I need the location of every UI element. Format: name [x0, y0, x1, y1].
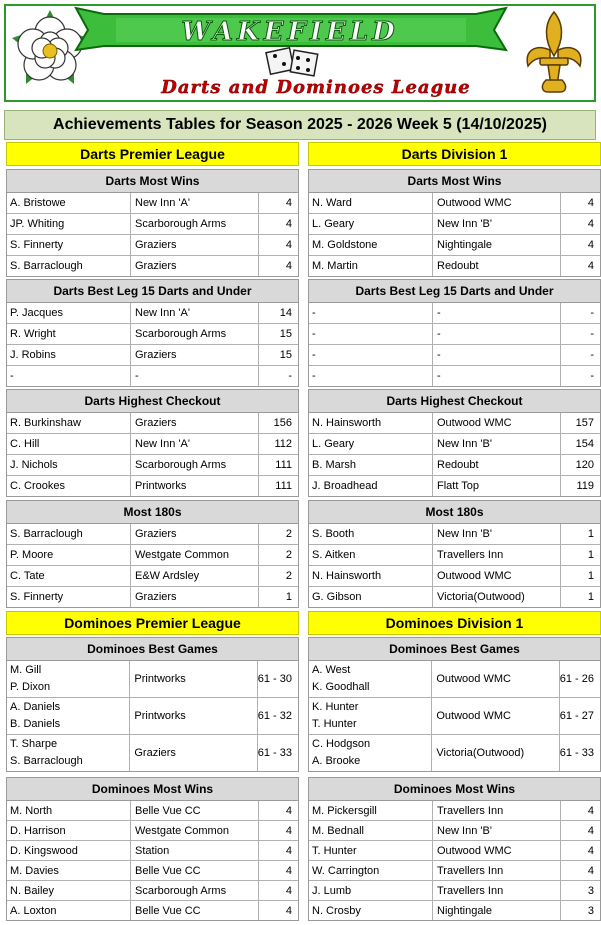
team-name: New Inn 'A' — [131, 434, 259, 454]
stat-value: 4 — [285, 844, 292, 857]
table-row — [7, 345, 298, 366]
pair-names — [309, 698, 432, 734]
stat-value: 112 — [274, 438, 292, 450]
table-title: Dominoes Most Wins — [309, 778, 600, 801]
table-row — [7, 545, 298, 566]
player-name: L. Geary — [309, 214, 433, 234]
player-name: M. Goldstone — [309, 235, 433, 255]
player-name: P. Jacques — [7, 303, 131, 323]
table-title: Dominoes Best Games — [309, 638, 600, 661]
player-name: - — [309, 345, 433, 365]
banner-graphic — [6, 6, 594, 100]
player-name: N. Crosby — [309, 901, 433, 920]
table-row — [309, 587, 600, 607]
player-name: M. Gill — [10, 664, 42, 676]
team-name: Redoubt — [433, 256, 561, 276]
player-name: L. Geary — [309, 434, 433, 454]
table-title: Darts Most Wins — [309, 170, 600, 193]
table-row — [309, 801, 600, 821]
left-most-180s-table — [6, 500, 299, 608]
player-name: C. Hodgson — [312, 738, 371, 750]
team-name: - — [433, 366, 561, 386]
stat-value: 154 — [575, 438, 594, 450]
table-row — [309, 256, 600, 276]
team-name: Graziers — [130, 735, 257, 771]
table-row — [309, 881, 600, 901]
stat-value: 15 — [279, 349, 292, 361]
player-name: C. Hill — [7, 434, 131, 454]
stat-value: 111 — [275, 459, 292, 471]
player-name: M. Davies — [7, 861, 131, 880]
table-title: Darts Best Leg 15 Darts and Under — [7, 280, 298, 303]
stat-value: 4 — [587, 824, 594, 837]
player-name: M. Martin — [309, 256, 433, 276]
table-row — [309, 566, 600, 587]
stat-value: 4 — [587, 804, 594, 817]
stat-value: - — [288, 370, 292, 382]
player-name: A. West — [312, 664, 351, 676]
right-darts-highest-checkout-table — [308, 389, 601, 497]
table-row — [309, 214, 600, 235]
left-darts-highest-checkout-table — [6, 389, 299, 497]
team-name: Victoria(Outwood) — [433, 587, 561, 607]
player-name: K. Goodhall — [312, 681, 370, 693]
table-row — [309, 901, 600, 920]
stat-value: 2 — [285, 528, 292, 540]
banner-league-text: Darts and Dominoes League — [161, 77, 471, 98]
team-name: Graziers — [131, 524, 259, 544]
table-row — [7, 366, 298, 386]
stat-value: 4 — [285, 824, 292, 837]
score: 61 - 32 — [257, 710, 292, 722]
dominoes-premier-heading: Dominoes Premier League — [6, 611, 299, 635]
table-row — [309, 324, 600, 345]
team-name: Graziers — [131, 345, 259, 365]
stat-value: 4 — [285, 239, 292, 251]
table-row — [7, 661, 298, 698]
table-row — [7, 901, 298, 920]
team-name: Westgate Common — [131, 821, 259, 840]
pair-names — [7, 735, 130, 771]
left-darts-most-wins-table — [6, 169, 299, 277]
dice-icon — [266, 48, 318, 76]
table-row — [7, 324, 298, 345]
pair-names — [309, 735, 432, 771]
left-darts-best-leg-table — [6, 279, 299, 387]
stat-value: 1 — [285, 591, 292, 603]
table-row — [309, 366, 600, 386]
team-name: Westgate Common — [131, 545, 259, 565]
stat-value: 4 — [285, 197, 292, 209]
player-name: N. Hainsworth — [309, 566, 433, 586]
player-name: B. Daniels — [10, 718, 61, 730]
player-name: B. Marsh — [309, 455, 433, 475]
table-row — [309, 476, 600, 496]
team-name: Flatt Top — [433, 476, 561, 496]
player-name: A. Loxton — [7, 901, 131, 920]
stat-value: 1 — [587, 549, 594, 561]
team-name: Travellers Inn — [433, 861, 561, 880]
score: 61 - 27 — [559, 710, 594, 722]
player-name: S. Barraclough — [7, 256, 131, 276]
dominoes-division-1-heading: Dominoes Division 1 — [308, 611, 601, 635]
table-row — [7, 821, 298, 841]
team-name: Victoria(Outwood) — [432, 735, 559, 771]
table-title: Darts Most Wins — [7, 170, 298, 193]
player-name: A. Daniels — [10, 701, 61, 713]
table-row — [309, 455, 600, 476]
table-row — [7, 801, 298, 821]
stat-value: 156 — [273, 417, 292, 429]
stat-value: 3 — [587, 884, 594, 897]
table-row — [7, 214, 298, 235]
player-name: N. Ward — [309, 193, 433, 213]
team-name: Graziers — [131, 413, 259, 433]
stat-value: 15 — [279, 328, 292, 340]
table-row — [7, 455, 298, 476]
pair-names — [7, 698, 130, 734]
player-name: S. Barraclough — [10, 755, 83, 767]
page-title: Achievements Tables for Season 2025 - 2026 Week 5 (14/10/2025) — [4, 110, 596, 140]
player-name: M. Bednall — [309, 821, 433, 840]
stat-value: 4 — [587, 260, 594, 272]
player-name: P. Moore — [7, 545, 131, 565]
right-darts-best-leg-table — [308, 279, 601, 387]
team-name: Nightingale — [433, 901, 561, 920]
table-title: Darts Best Leg 15 Darts and Under — [309, 280, 600, 303]
player-name: J. Robins — [7, 345, 131, 365]
player-name: A. Brooke — [312, 755, 361, 767]
stat-value: 4 — [285, 218, 292, 230]
table-row — [7, 861, 298, 881]
player-name: S. Barraclough — [7, 524, 131, 544]
team-name: - — [433, 324, 561, 344]
player-name: - — [309, 366, 433, 386]
team-name: New Inn 'B' — [433, 821, 561, 840]
yorkshire-rose-icon — [12, 10, 88, 84]
team-name: Outwood WMC — [432, 661, 559, 697]
right-most-180s-table — [308, 500, 601, 608]
team-name: Outwood WMC — [433, 413, 561, 433]
team-name: New Inn 'A' — [131, 193, 259, 213]
stat-value: 4 — [285, 260, 292, 272]
table-title: Most 180s — [309, 501, 600, 524]
pair-names — [309, 661, 432, 697]
player-name: T. Hunter — [312, 718, 357, 730]
player-name: S. Aitken — [309, 545, 433, 565]
table-row — [309, 413, 600, 434]
table-row — [309, 345, 600, 366]
stat-value: 3 — [587, 904, 594, 917]
team-name: Graziers — [131, 256, 259, 276]
team-name: Nightingale — [433, 235, 561, 255]
team-name: Belle Vue CC — [131, 801, 259, 820]
stat-value: 120 — [575, 459, 594, 471]
player-name: N. Hainsworth — [309, 413, 433, 433]
player-name: R. Burkinshaw — [7, 413, 131, 433]
stat-value: 4 — [587, 197, 594, 209]
player-name: C. Crookes — [7, 476, 131, 496]
team-name: Travellers Inn — [433, 801, 561, 820]
table-row — [7, 587, 298, 607]
team-name: - — [433, 345, 561, 365]
stat-value: 4 — [285, 804, 292, 817]
stat-value: 4 — [587, 864, 594, 877]
player-name: - — [7, 366, 131, 386]
stat-value: 157 — [575, 417, 594, 429]
player-name: C. Tate — [7, 566, 131, 586]
team-name: Redoubt — [433, 455, 561, 475]
team-name: Outwood WMC — [433, 566, 561, 586]
table-row — [309, 434, 600, 455]
team-name: Scarborough Arms — [131, 324, 259, 344]
player-name: S. Finnerty — [7, 235, 131, 255]
darts-premier-heading: Darts Premier League — [6, 142, 299, 166]
player-name: K. Hunter — [312, 701, 359, 713]
team-name: Scarborough Arms — [131, 881, 259, 900]
player-name: G. Gibson — [309, 587, 433, 607]
table-title: Darts Highest Checkout — [7, 390, 298, 413]
player-name: N. Bailey — [7, 881, 131, 900]
team-name: Scarborough Arms — [131, 455, 259, 475]
stat-value: 111 — [275, 480, 292, 492]
table-row — [7, 434, 298, 455]
player-name: A. Bristowe — [7, 193, 131, 213]
team-name: Travellers Inn — [433, 545, 561, 565]
team-name: Printworks — [131, 476, 259, 496]
stat-value: 4 — [587, 218, 594, 230]
player-name: D. Kingswood — [7, 841, 131, 860]
right-dominoes-best-games-table — [308, 637, 601, 772]
score: 61 - 26 — [559, 673, 594, 685]
table-row — [7, 476, 298, 496]
stat-value: 14 — [279, 307, 292, 319]
table-row — [7, 303, 298, 324]
player-name: M. North — [7, 801, 131, 820]
table-row — [7, 193, 298, 214]
banner-town-text: WAKEFIELD — [181, 17, 399, 47]
team-name: Outwood WMC — [433, 193, 561, 213]
team-name: New Inn 'B' — [433, 434, 561, 454]
score: 61 - 33 — [559, 747, 594, 759]
team-name: Station — [131, 841, 259, 860]
player-name: R. Wright — [7, 324, 131, 344]
score: 61 - 30 — [257, 673, 292, 685]
table-row — [7, 235, 298, 256]
table-title: Dominoes Best Games — [7, 638, 298, 661]
team-name: Outwood WMC — [433, 841, 561, 860]
table-row — [309, 524, 600, 545]
table-row — [309, 861, 600, 881]
team-name: Belle Vue CC — [131, 901, 259, 920]
player-name: S. Finnerty — [7, 587, 131, 607]
team-name: New Inn 'B' — [433, 214, 561, 234]
table-row — [309, 735, 600, 771]
table-title: Most 180s — [7, 501, 298, 524]
player-name: P. Dixon — [10, 681, 51, 693]
team-name: Belle Vue CC — [131, 861, 259, 880]
team-name: Printworks — [130, 698, 257, 734]
table-row — [309, 545, 600, 566]
team-name: Scarborough Arms — [131, 214, 259, 234]
table-row — [7, 524, 298, 545]
table-row — [309, 235, 600, 256]
player-name: JP. Whiting — [7, 214, 131, 234]
table-row — [7, 256, 298, 276]
pair-names — [7, 661, 130, 697]
stat-value: - — [590, 328, 594, 340]
stat-value: 1 — [587, 528, 594, 540]
stat-value: 4 — [587, 239, 594, 251]
table-row — [309, 841, 600, 861]
team-name: New Inn 'B' — [433, 524, 561, 544]
team-name: Graziers — [131, 235, 259, 255]
stat-value: 119 — [576, 480, 594, 492]
table-row — [309, 821, 600, 841]
stat-value: 2 — [285, 570, 292, 582]
stat-value: 1 — [587, 591, 594, 603]
table-row — [309, 193, 600, 214]
stat-value: 4 — [285, 884, 292, 897]
team-name: Printworks — [130, 661, 257, 697]
player-name: J. Broadhead — [309, 476, 433, 496]
team-name: Outwood WMC — [432, 698, 559, 734]
table-title: Darts Highest Checkout — [309, 390, 600, 413]
team-name: - — [131, 366, 259, 386]
player-name: T. Hunter — [309, 841, 433, 860]
score: 61 - 33 — [257, 747, 292, 759]
table-title: Dominoes Most Wins — [7, 778, 298, 801]
table-row — [7, 881, 298, 901]
team-name: Graziers — [131, 587, 259, 607]
stat-value: 1 — [587, 570, 594, 582]
stat-value: 4 — [285, 864, 292, 877]
player-name: W. Carrington — [309, 861, 433, 880]
table-row — [7, 413, 298, 434]
team-name: - — [433, 303, 561, 323]
stat-value: - — [590, 370, 594, 382]
table-row — [309, 303, 600, 324]
stat-value: 4 — [285, 904, 292, 917]
stat-value: - — [590, 307, 594, 319]
left-dominoes-most-wins-table — [6, 777, 299, 921]
player-name: D. Harrison — [7, 821, 131, 840]
team-name: Travellers Inn — [433, 881, 561, 900]
table-row — [7, 566, 298, 587]
player-name: T. Sharpe — [10, 738, 58, 750]
league-banner — [4, 4, 596, 102]
table-row — [7, 698, 298, 735]
table-row — [7, 735, 298, 771]
player-name: J. Nichols — [7, 455, 131, 475]
table-row — [7, 841, 298, 861]
team-name: New Inn 'A' — [131, 303, 259, 323]
left-dominoes-best-games-table — [6, 637, 299, 772]
player-name: - — [309, 324, 433, 344]
stat-value: 2 — [285, 549, 292, 561]
player-name: S. Booth — [309, 524, 433, 544]
team-name: E&W Ardsley — [131, 566, 259, 586]
player-name: M. Pickersgill — [309, 801, 433, 820]
table-row — [309, 661, 600, 698]
table-row — [309, 698, 600, 735]
right-dominoes-most-wins-table — [308, 777, 601, 921]
stat-value: - — [590, 349, 594, 361]
player-name: J. Lumb — [309, 881, 433, 900]
player-name: - — [309, 303, 433, 323]
darts-division-1-heading: Darts Division 1 — [308, 142, 601, 166]
stat-value: 4 — [587, 844, 594, 857]
fleur-de-lis-icon — [527, 12, 581, 92]
right-darts-most-wins-table — [308, 169, 601, 277]
